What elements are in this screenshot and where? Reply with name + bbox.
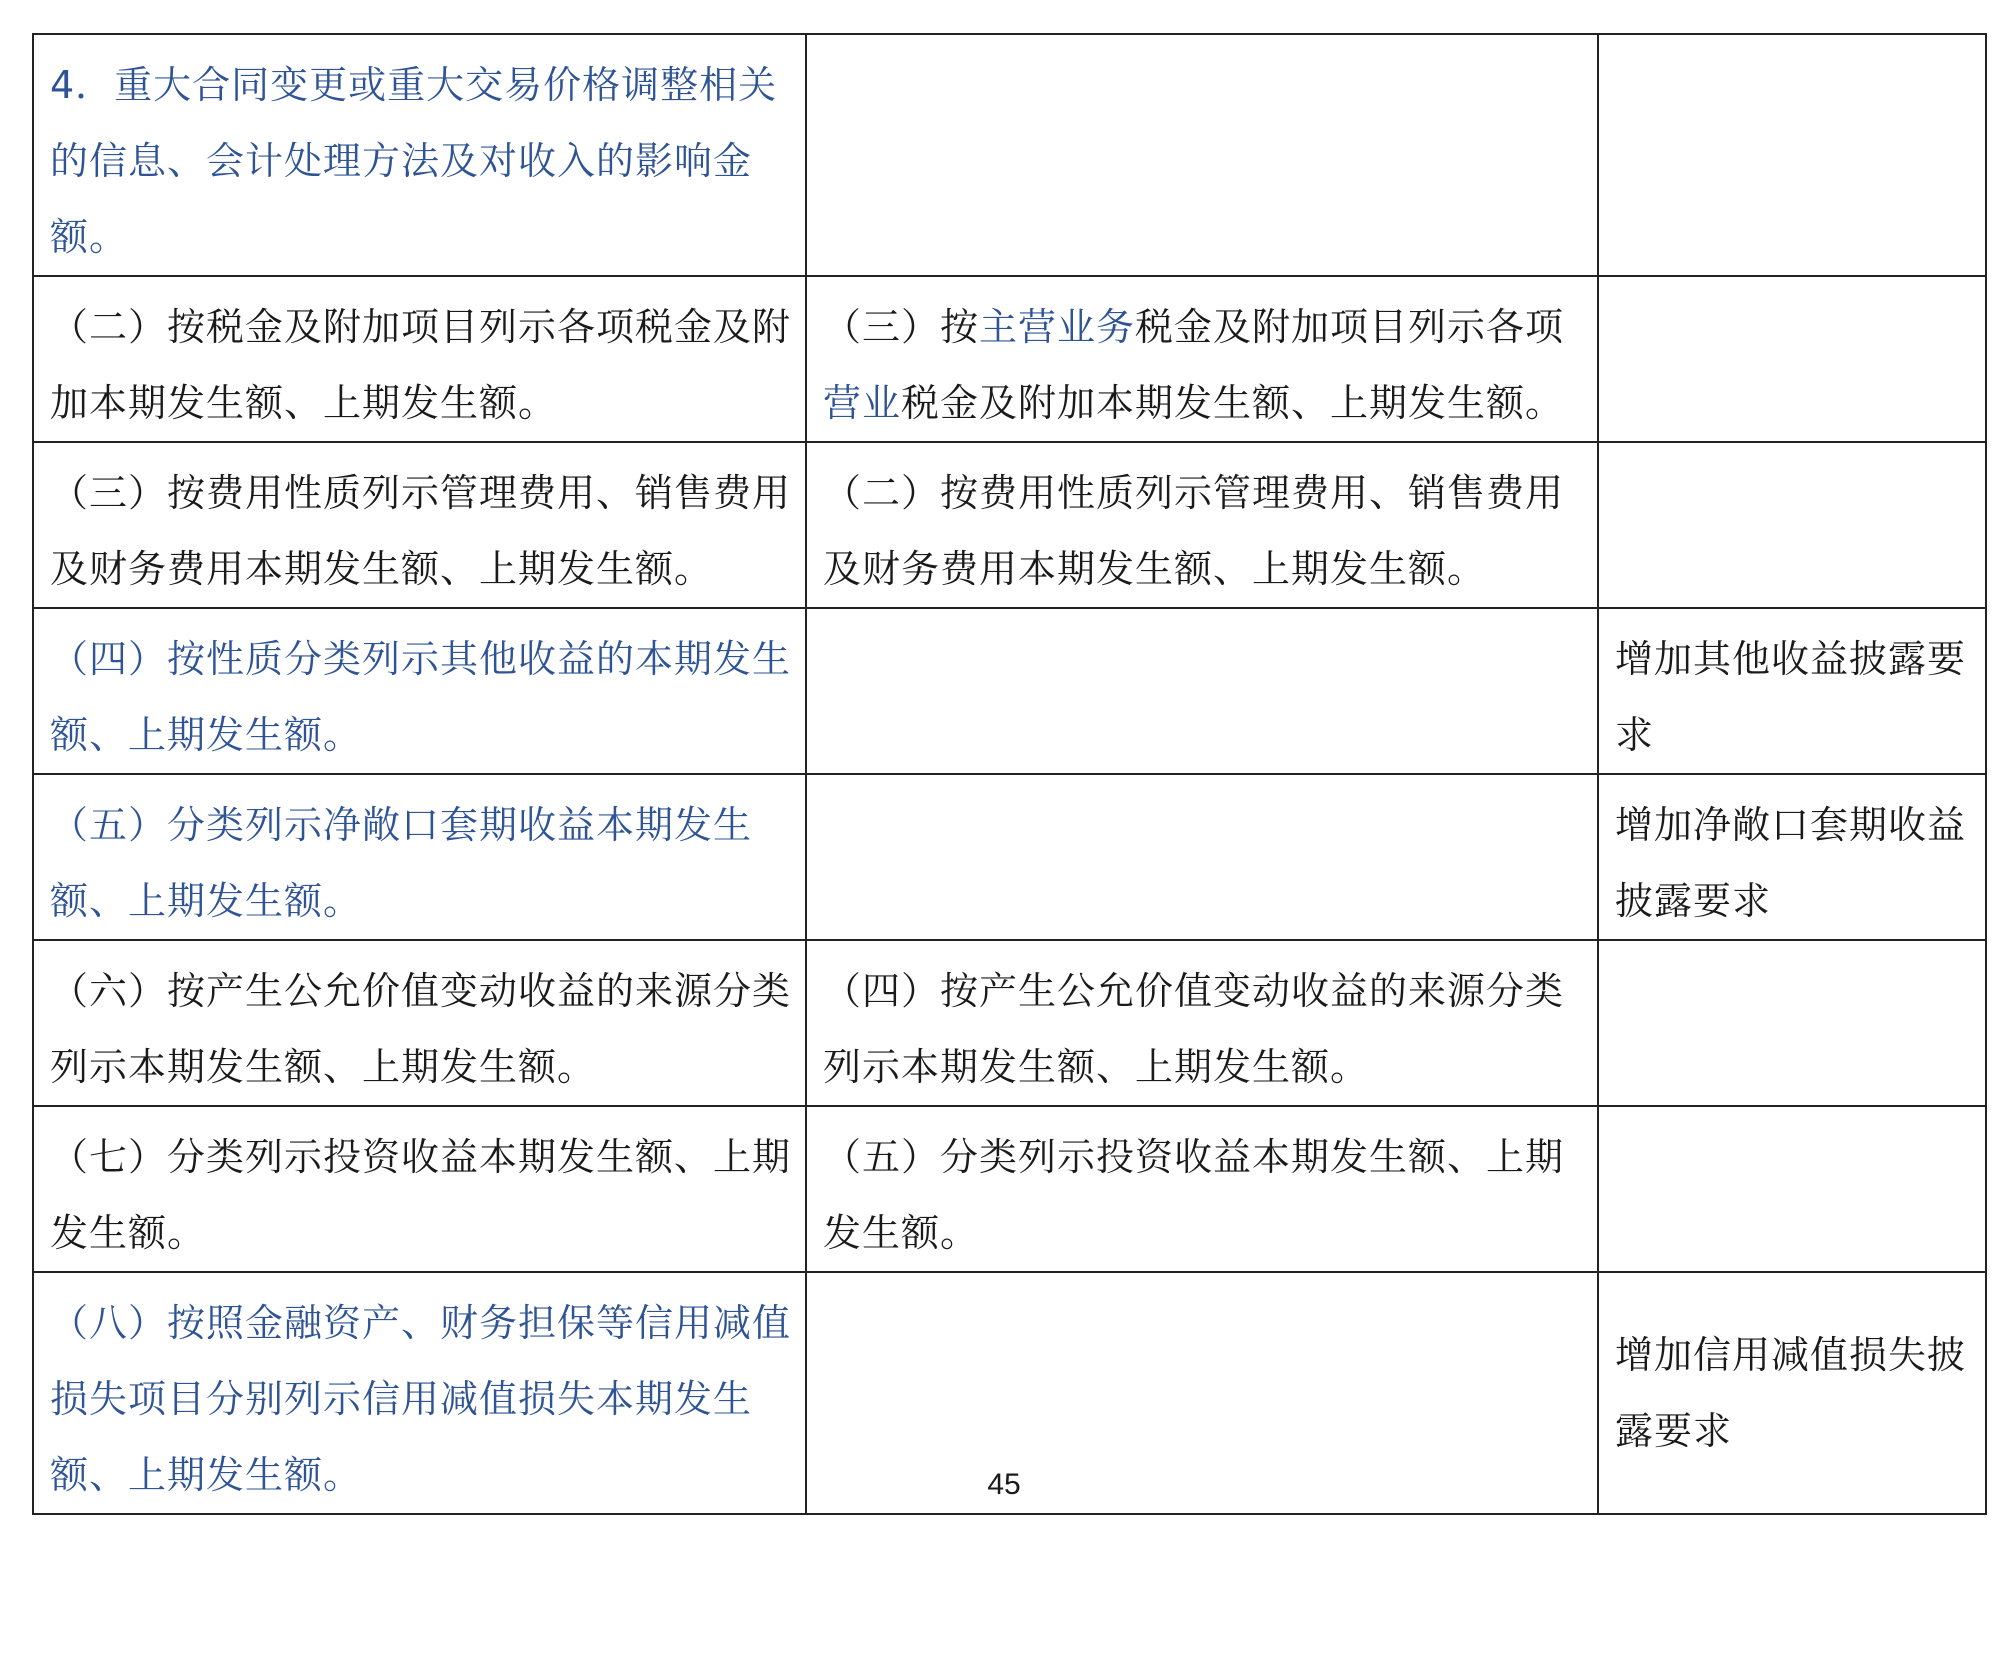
old-standard-cell <box>806 276 1598 442</box>
table-row <box>33 442 1986 608</box>
new-standard-cell: 4．重大合同变更或重大交易价格调整相关的信息、会计处理方法及对收入的影响金额。 <box>33 34 806 276</box>
new-standard-cell: （六）按产生公允价值变动收益的来源分类列示本期发生额、上期发生额。 <box>33 940 806 1106</box>
old-standard-cell <box>806 608 1598 774</box>
old-standard-cell <box>806 34 1598 276</box>
new-standard-cell: （四）按性质分类列示其他收益的本期发生额、上期发生额。 <box>33 608 806 774</box>
note-cell: 增加信用减值损失披露要求 <box>1598 1272 1986 1514</box>
note-cell <box>1598 1106 1986 1272</box>
new-standard-cell: （三）按费用性质列示管理费用、销售费用及财务费用本期发生额、上期发生额。 <box>33 442 806 608</box>
note-cell <box>1598 34 1986 276</box>
page-number: 45 <box>987 1468 1021 1501</box>
old-text-segment: 税金及附加本期发生额、上期发生额。 <box>901 381 1565 425</box>
old-standard-cell <box>806 774 1598 940</box>
changed-text-segment: 主营业务 <box>979 305 1136 349</box>
table-row <box>33 774 1986 940</box>
comparison-table <box>32 33 1987 1515</box>
table-row <box>33 940 1986 1106</box>
table-row <box>33 1106 1986 1272</box>
note-cell <box>1598 940 1986 1106</box>
old-standard-cell: （五）分类列示投资收益本期发生额、上期发生额。 <box>806 1106 1598 1272</box>
new-standard-cell: （二）按税金及附加项目列示各项税金及附加本期发生额、上期发生额。 <box>33 276 806 442</box>
note-cell <box>1598 276 1986 442</box>
table-row <box>33 608 1986 774</box>
old-standard-cell: （四）按产生公允价值变动收益的来源分类列示本期发生额、上期发生额。 <box>806 940 1598 1106</box>
new-standard-cell: （八）按照金融资产、财务担保等信用减值损失项目分别列示信用减值损失本期发生额、上期发生额。 <box>33 1272 806 1514</box>
changed-text-segment: 营业 <box>823 381 902 425</box>
new-standard-cell: （七）分类列示投资收益本期发生额、上期发生额。 <box>33 1106 806 1272</box>
note-cell: 增加净敞口套期收益披露要求 <box>1598 774 1986 940</box>
table-row <box>33 276 1986 442</box>
old-standard-cell: （二）按费用性质列示管理费用、销售费用及财务费用本期发生额、上期发生额。 <box>806 442 1598 608</box>
new-standard-cell: （五）分类列示净敞口套期收益本期发生额、上期发生额。 <box>33 774 806 940</box>
note-cell: 增加其他收益披露要求 <box>1598 608 1986 774</box>
table-row <box>33 34 1986 276</box>
old-text-segment: 税金及附加项目列示各项 <box>1135 305 1565 349</box>
old-text-segment: （三）按 <box>823 305 980 349</box>
note-cell <box>1598 442 1986 608</box>
